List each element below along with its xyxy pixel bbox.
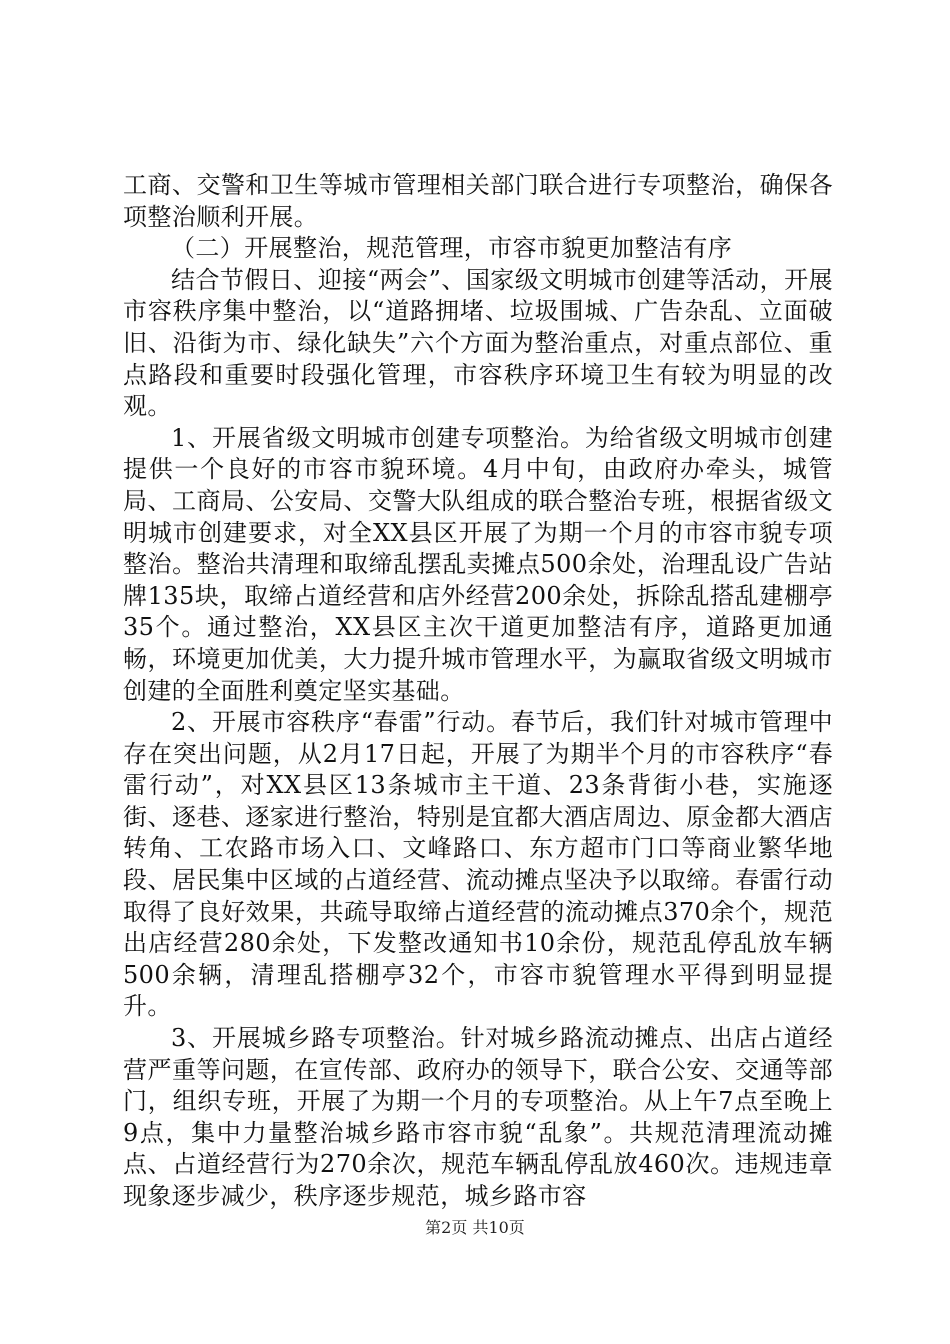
section-heading: （二）开展整治，规范管理，市容市貌更加整洁有序: [171, 234, 733, 263]
paragraph-item-3: 3、开展城乡路专项整治。针对城乡路流动摊点、出店占道经营严重等问题，在宣传部、政府办的领导下，联合公安、交通等部门，组织专班，开展了为期一个月的专项整治。从上午7点至晚上9点，集中力量整治城乡路市容市貌“乱象”。共规范清理流动摊点、占道经营行为270余次，规范车辆乱停乱放460次。违规违章现象逐步减少，秩序逐步规范，城乡路市容: [123, 1024, 833, 1210]
paragraph-item-2: 2、开展市容秩序“春雷”行动。春节后，我们针对城市管理中存在突出问题，从2月17日起，开展了为期半个月的市容秩序“春雷行动”，对XX县区13条城市主干道、23条背街小巷，实施逐街、逐巷、逐家进行整治，特别是宜都大酒店周边、原金都大酒店转角、工农路市场入口、文峰路口、东方超市门口等商业繁华地段、居民集中区域的占道经营、流动摊点坚决予以取缔。春雷行动取得了良好效果，共疏导取缔占道经营的流动摊点370余个，规范出店经营280余处，下发整改通知书10余份，规范乱停乱放车辆500余辆，清理乱搭棚亭32个，市容市貌管理水平得到明显提升。: [123, 708, 833, 1021]
paragraph-intro: 结合节假日、迎接“两会”、国家级文明城市创建等活动，开展市容秩序集中整治，以“道路拥堵、垃圾围城、广告杂乱、立面破旧、沿街为市、绿化缺失”六个方面为整治重点，对重点部位、重点路段和重要时段强化管理，市容秩序环境卫生有较为明显的改观。: [123, 265, 833, 421]
paragraph-continuation: 工商、交警和卫生等城市管理相关部门联合进行专项整治，确保各项整治顺利开展。: [123, 171, 833, 231]
page-number-footer: 第2页 共10页: [425, 1218, 525, 1237]
document-body: [123, 170, 833, 1213]
paragraph-item-1: 1、开展省级文明城市创建专项整治。为给省级文明城市创建提供一个良好的市容市貌环境。4月中旬，由政府办牵头，城管局、工商局、公安局、交警大队组成的联合整治专班，根据省级文明城市创建要求，对全XX县区开展了为期一个月的市容市貌专项整治。整治共清理和取缔乱摆乱卖摊点500余处，治理乱设广告站牌135块，取缔占道经营和店外经营200余处，拆除乱搭乱建棚亭35个。通过整治，XX县区主次干道更加整洁有序，道路更加通畅，环境更加优美，大力提升城市管理水平，为赢取省级文明城市创建的全面胜利奠定坚实基础。: [123, 423, 833, 705]
